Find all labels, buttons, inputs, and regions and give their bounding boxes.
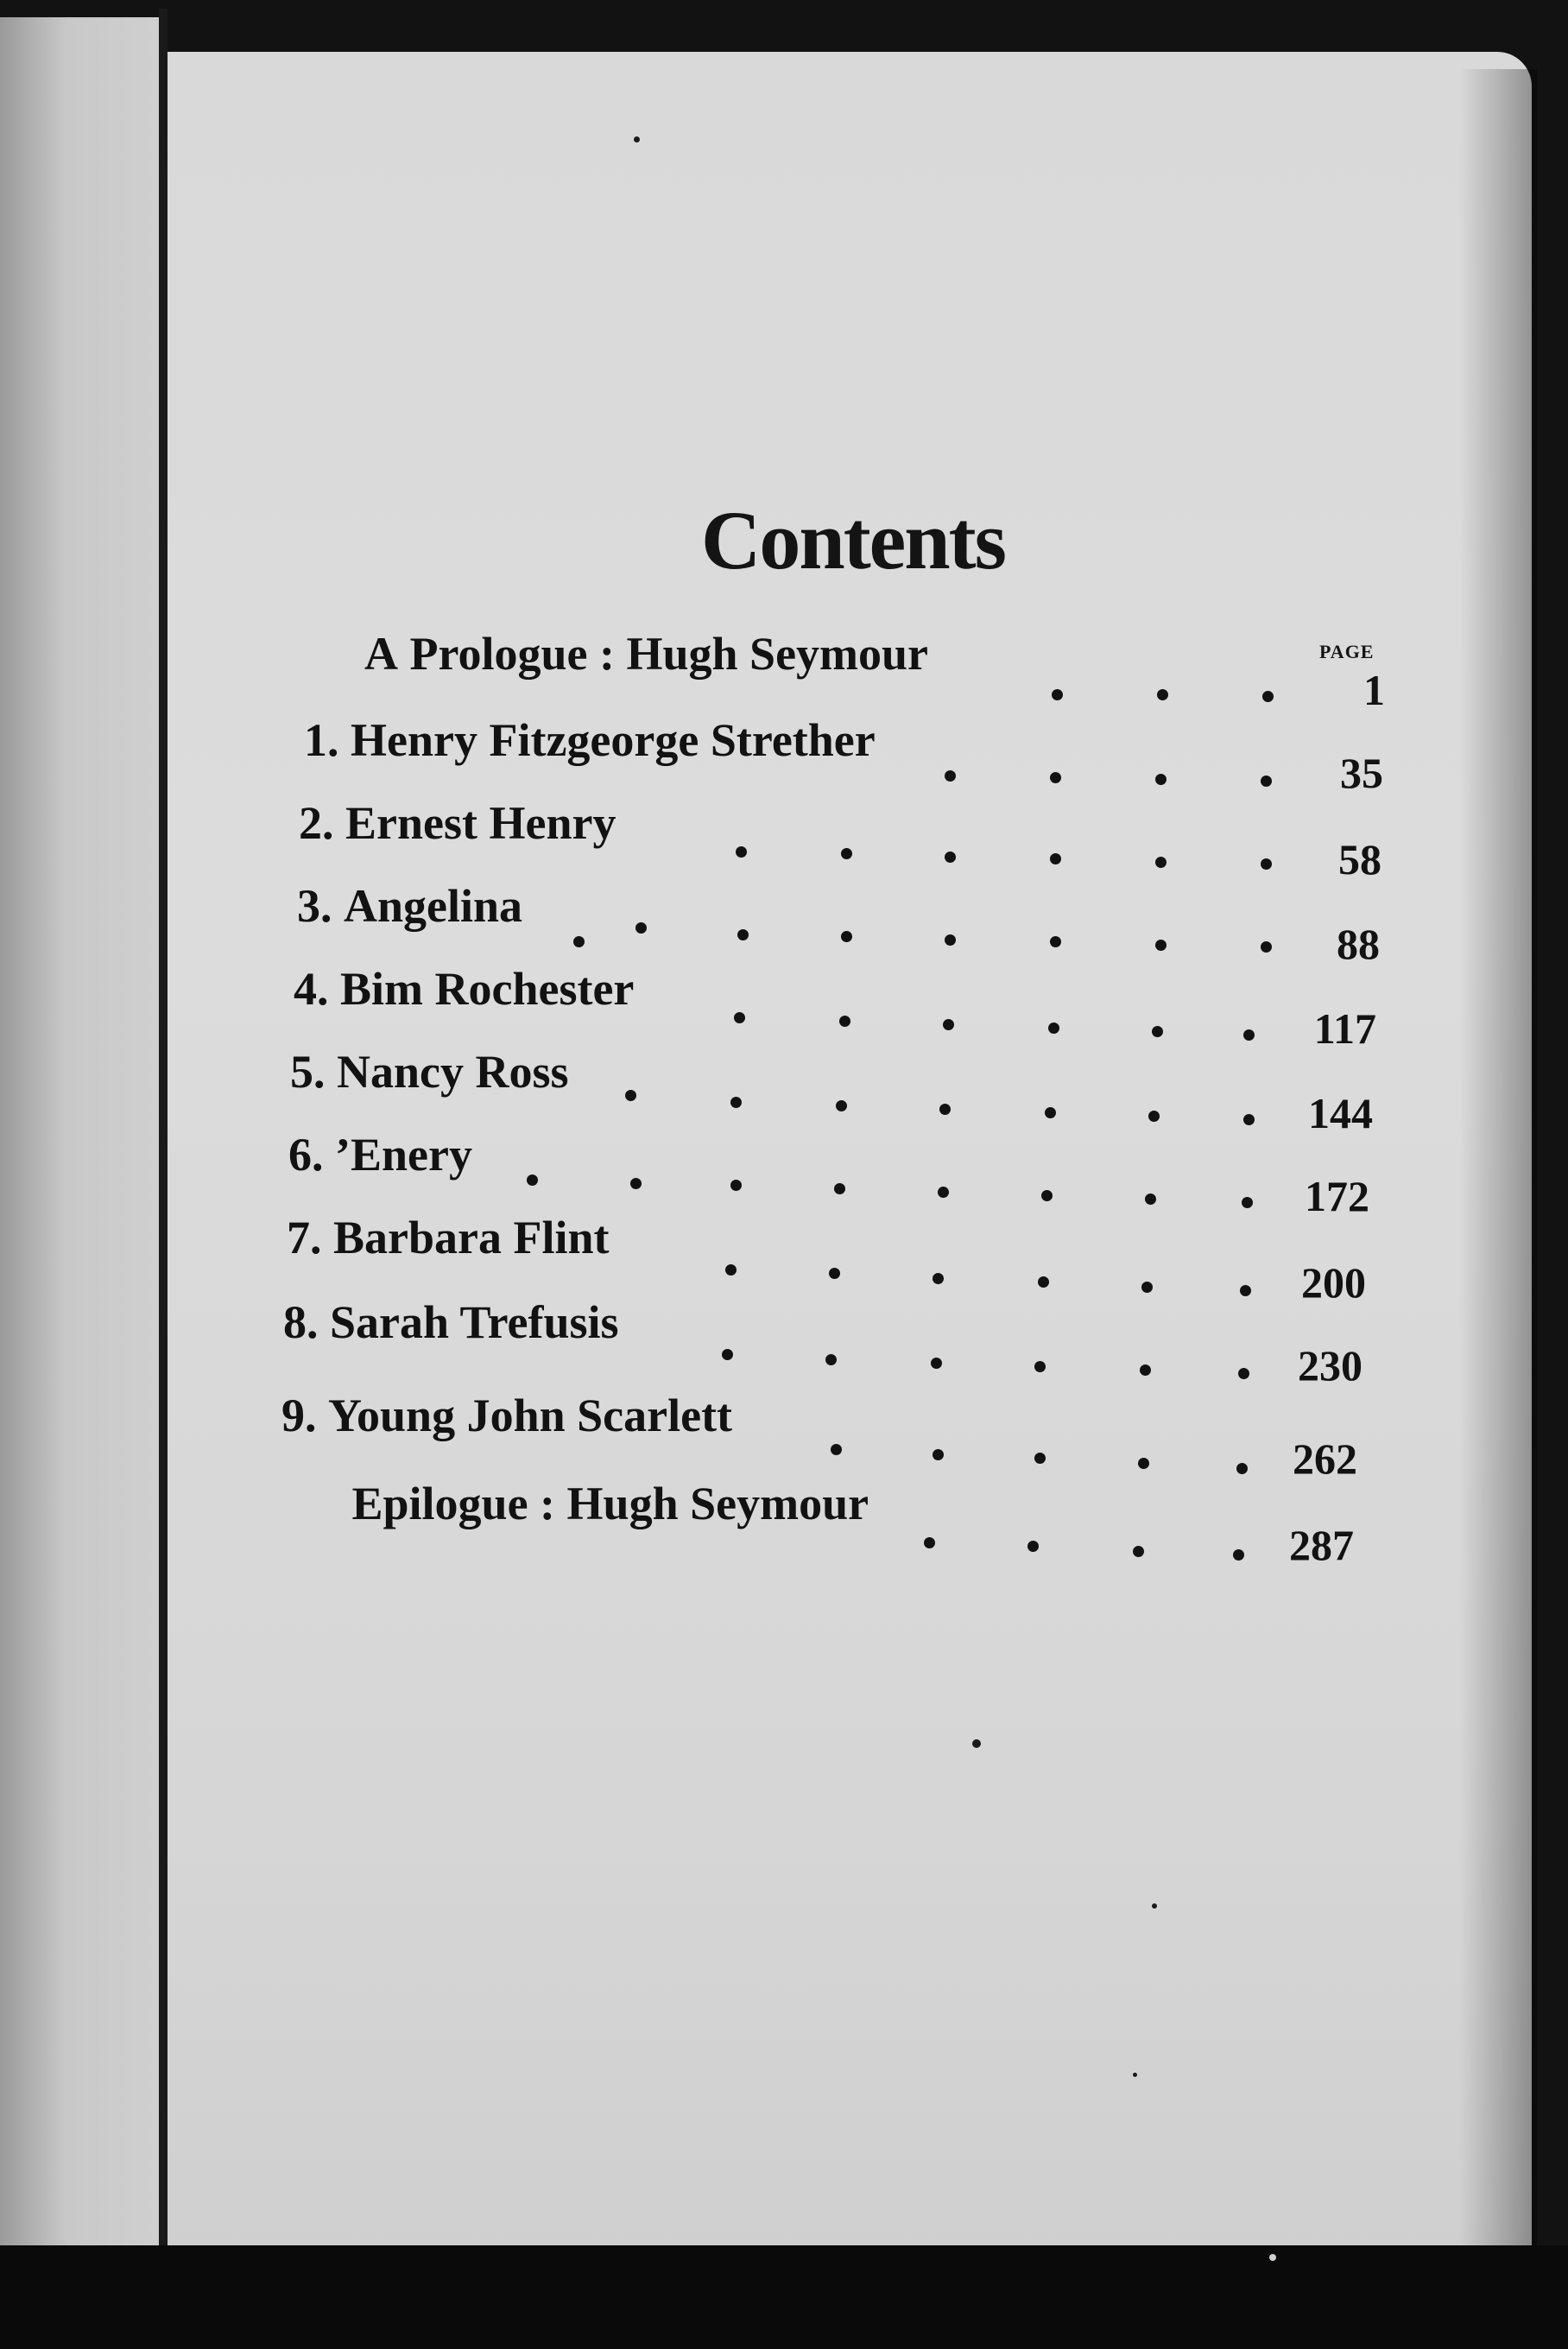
toc-entry-number: 8.: [283, 1296, 319, 1348]
leader-dot: [834, 1183, 845, 1194]
toc-entry-number: 2.: [299, 797, 334, 849]
leader-dot: [945, 852, 956, 863]
toc-entry: [304, 713, 876, 782]
leader-dot: [1041, 1190, 1053, 1201]
toc-entry-number: 9.: [281, 1390, 317, 1441]
leader-dot: [939, 1104, 951, 1115]
leader-dot: [931, 1358, 942, 1369]
leader-dot: [1045, 1107, 1056, 1118]
toc-entry: [340, 1477, 869, 1546]
leader-dot: [1243, 1029, 1255, 1041]
leader-dot: [945, 770, 956, 782]
leader-dot: [1148, 1111, 1160, 1122]
leader-dot: [1034, 1361, 1046, 1372]
leader-dot: [736, 846, 747, 858]
leader-dot: [943, 1019, 954, 1030]
toc-entry-page: 230: [1298, 1341, 1363, 1390]
leader-dot: [933, 1273, 944, 1284]
page-title: Contents: [700, 494, 1005, 586]
toc-entry: [297, 879, 522, 948]
toc-entry-page: 172: [1305, 1172, 1369, 1220]
toc-entry-page: 58: [1338, 835, 1381, 883]
toc-entry-page: 117: [1313, 1004, 1376, 1053]
leader-dot: [825, 1354, 837, 1365]
leader-dot: [1238, 1368, 1249, 1379]
toc-entry: [287, 1211, 610, 1280]
leader-dot: [725, 1264, 737, 1276]
toc-entry: [290, 1045, 569, 1114]
leader-dot: [1034, 1453, 1046, 1464]
leader-dot: [625, 1090, 636, 1101]
leader-dot: [1236, 1463, 1248, 1474]
leader-dot: [1157, 689, 1168, 700]
leader-dot: [573, 936, 585, 947]
toc-entry-number: 6.: [288, 1129, 324, 1181]
leader-dot: [945, 934, 956, 946]
toc-entry-title: Angelina: [344, 880, 523, 932]
page-column-label: PAGE: [1319, 641, 1375, 662]
toc-entry-page: 262: [1293, 1434, 1357, 1483]
leader-dot: [1155, 774, 1167, 785]
toc-entry: [364, 627, 928, 696]
leader-dot: [1050, 772, 1061, 783]
leader-dot: [829, 1268, 840, 1279]
toc-entry: [281, 1389, 732, 1458]
toc-entry-number: 1.: [304, 714, 339, 766]
leader-dot: [1145, 1193, 1156, 1205]
scan-speck: [972, 1739, 981, 1748]
leader-dot: [737, 929, 749, 940]
leader-dot: [1038, 1276, 1049, 1288]
toc-entry-number: 3.: [297, 880, 332, 932]
toc-entry-title: Ernest Henry: [345, 797, 616, 849]
toc-entry-title: Nancy Ross: [337, 1046, 569, 1098]
leader-dot: [841, 931, 852, 942]
toc-entry-number: 7.: [287, 1212, 322, 1263]
scan-speck: [634, 136, 640, 142]
leader-dot: [938, 1187, 949, 1198]
leader-dot: [635, 922, 647, 934]
leader-dot: [1240, 1285, 1251, 1296]
leader-dot: [933, 1449, 944, 1460]
toc-entry-page: 287: [1289, 1521, 1354, 1569]
toc-entry-number: 4.: [294, 963, 329, 1015]
leader-dot: [1261, 858, 1272, 870]
toc-entry-title: Bim Rochester: [340, 963, 635, 1015]
toc-entry-page: 144: [1308, 1089, 1373, 1137]
toc-entry: [299, 796, 616, 865]
scan-speck: [1269, 2254, 1276, 2261]
toc-entry-page: 200: [1301, 1258, 1366, 1307]
toc-entry-page: 1: [1363, 666, 1385, 714]
leader-dot: [1133, 1546, 1144, 1557]
leader-dot: [527, 1174, 538, 1186]
toc-entry-page: 35: [1340, 749, 1383, 797]
leader-dot: [1141, 1282, 1153, 1293]
leader-dot: [1242, 1197, 1253, 1208]
leader-dot: [831, 1444, 842, 1455]
leader-dot: [1052, 689, 1063, 700]
leader-dot: [841, 848, 852, 859]
leader-dot: [734, 1012, 745, 1023]
leader-dot: [1140, 1364, 1151, 1376]
toc-entry: [294, 962, 634, 1031]
leader-dot: [1261, 941, 1272, 953]
leader-dot: [1138, 1458, 1149, 1469]
scan-speck: [1152, 1903, 1157, 1909]
toc-entry: [288, 1128, 472, 1197]
leader-dot: [1050, 936, 1061, 947]
toc-entry-number: 5.: [290, 1046, 326, 1098]
leader-dot: [1155, 857, 1167, 868]
toc-entry-page: 88: [1337, 920, 1380, 968]
scan-speck: [1133, 2073, 1137, 2077]
leader-dot: [839, 1016, 850, 1027]
leader-dot: [1048, 1023, 1059, 1034]
leader-dot: [1243, 1114, 1255, 1125]
leader-dot: [1050, 853, 1061, 864]
toc-entry-title: Young John Scarlett: [328, 1390, 733, 1441]
leader-dot: [730, 1180, 742, 1191]
leader-dot: [836, 1100, 847, 1111]
leader-dot: [630, 1178, 642, 1189]
leader-dot: [722, 1349, 733, 1360]
leader-dot: [1027, 1541, 1039, 1552]
leader-dot: [1155, 940, 1167, 951]
toc-entry: [283, 1295, 619, 1364]
toc-entry-title: Epilogue : Hugh Seymour: [351, 1478, 869, 1529]
toc-entry-title: Barbara Flint: [333, 1212, 610, 1263]
toc-entry-title: Prologue : Hugh Seymour: [409, 628, 929, 680]
leader-dot: [730, 1097, 742, 1108]
toc-entry-title: ’Enery: [335, 1129, 472, 1181]
leader-dot: [924, 1537, 935, 1548]
leader-dot: [1233, 1549, 1244, 1561]
toc-entry-title: Sarah Trefusis: [330, 1296, 619, 1348]
toc-entry-number: A: [364, 628, 398, 680]
leader-dot: [1152, 1026, 1163, 1037]
leader-dot: [1262, 691, 1274, 702]
toc-entry-title: Henry Fitzgeorge Strether: [351, 714, 876, 766]
leader-dot: [1261, 776, 1272, 787]
